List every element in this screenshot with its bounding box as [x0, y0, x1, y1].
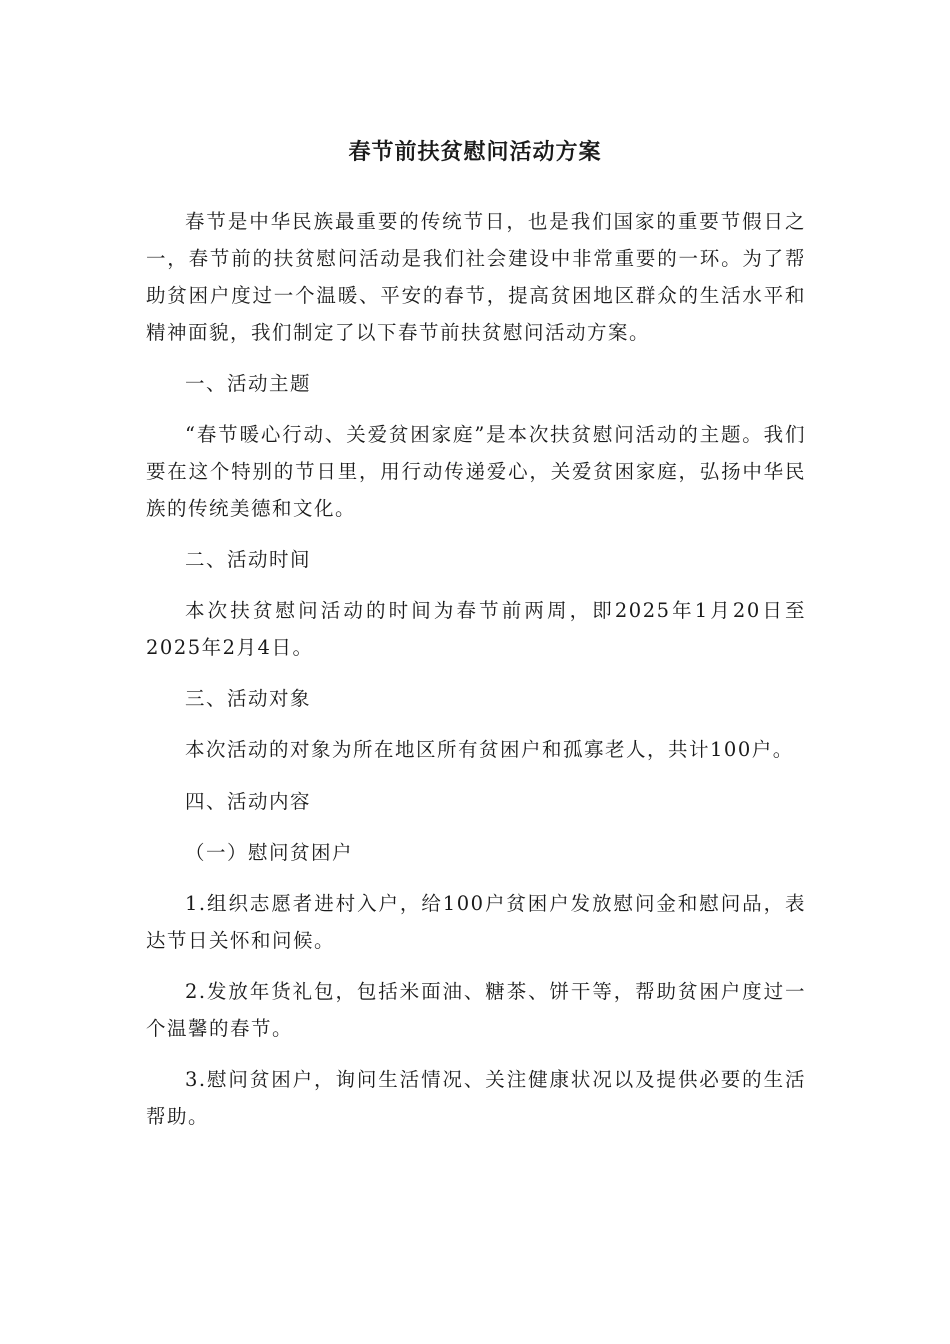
list-item: 3.慰问贫困户，询问生活情况、关注健康状况以及提供必要的生活帮助。: [146, 1068, 806, 1128]
subsection-heading-visit: （一）慰问贫困户: [185, 841, 354, 864]
list-item: 2.发放年货礼包，包括米面油、糖茶、饼干等，帮助贫困户度过一个温馨的春节。: [146, 980, 806, 1040]
target-paragraph: 本次活动的对象为所在地区所有贫困户和孤寡老人，共计100户。: [185, 738, 794, 761]
section-heading-time: 二、活动时间: [185, 548, 312, 571]
list-item: 1.组织志愿者进村入户，给100户贫困户发放慰问金和慰问品，表达节日关怀和问候。: [146, 892, 806, 952]
time-paragraph: 本次扶贫慰问活动的时间为春节前两周，即2025年1月20日至2025年2月4日。: [146, 599, 806, 659]
section-heading-target: 三、活动对象: [185, 687, 312, 710]
document-title: 春节前扶贫慰问活动方案: [348, 140, 602, 165]
theme-paragraph: “春节暖心行动、关爱贫困家庭”是本次扶贫慰问活动的主题。我们要在这个特别的节日里，用行动传递爱心，关爱贫困家庭，弘扬中华民族的传统美德和文化。: [146, 423, 806, 520]
section-heading-content: 四、活动内容: [185, 790, 312, 813]
intro-paragraph: 春节是中华民族最重要的传统节日，也是我们国家的重要节假日之一，春节前的扶贫慰问活动是我们社会建设中非常重要的一环。为了帮助贫困户度过一个温暖、平安的春节，提高贫困地区群众的生活水平和精神面貌，我们制定了以下春节前扶贫慰问活动方案。: [146, 210, 806, 344]
section-heading-theme: 一、活动主题: [185, 372, 312, 395]
document-body: [146, 203, 806, 1135]
